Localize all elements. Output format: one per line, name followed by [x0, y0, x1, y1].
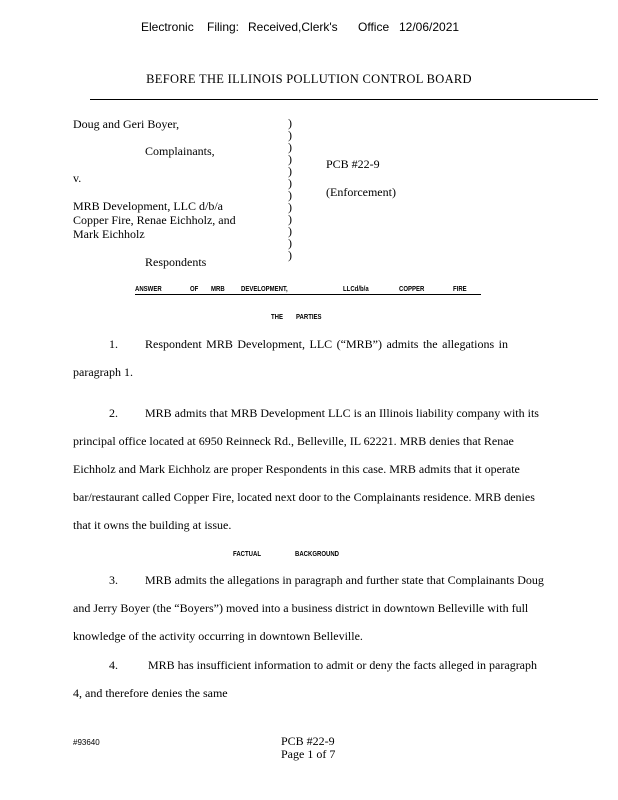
caption-defendant-line3: Mark Eichholz [73, 227, 145, 241]
paragraph-1-number: 1. [109, 337, 118, 351]
paragraph-4-line1: MRB has insufficient information to admit or deny the facts alleged in paragraph [148, 658, 538, 672]
caption-defendant-line2: Copper Fire, Renae Eichholz, and [73, 213, 236, 227]
factual-heading-w1: FACTUAL [233, 549, 261, 558]
header-rule [90, 99, 598, 100]
factual-heading-w2: BACKGROUND [295, 549, 339, 558]
caption-plaintiffs: Doug and Geri Boyer, [73, 117, 180, 131]
paragraph-2-line2: principal office located at 6950 Reinneck Rd., Belleville, IL 62221. MRB denies that Renae [73, 434, 514, 448]
caption-case-number: PCB #22-9 [326, 157, 380, 171]
paragraph-2-line1: MRB admits that MRB Development LLC is an Illinois liability company with its [145, 406, 539, 420]
caption-versus: v. [73, 171, 82, 185]
stamp-received: Received,Clerk's [248, 20, 338, 34]
caption-complainants: Complainants, [145, 144, 215, 158]
caption-defendant-line1: MRB Development, LLC d/b/a [73, 199, 223, 213]
paragraph-3-line2: and Jerry Boyer (the “Boyers”) moved into a business district in downtown Belleville with full [73, 601, 529, 615]
paragraph-2-number: 2. [109, 406, 118, 420]
footer-doc-id: #93640 [73, 738, 100, 747]
answer-heading-w2: OF [190, 284, 199, 293]
parties-heading-w2: PARTIES [296, 312, 322, 321]
answer-heading-w7: FIRE [453, 284, 467, 293]
caption-respondents: Respondents [145, 255, 207, 269]
caption-case-type: (Enforcement) [326, 185, 396, 199]
answer-heading-w5: LLCd/b/a [343, 284, 369, 293]
court-header: BEFORE THE ILLINOIS POLLUTION CONTROL BOARD [146, 72, 472, 86]
stamp-electronic: Electronic [141, 20, 194, 34]
paragraph-2-line3: Eichholz and Mark Eichholz are proper Respondents in this case. MRB admits that it operate [73, 462, 520, 476]
paragraph-3-line3: knowledge of the activity occurring in downtown Belleville. [73, 629, 363, 643]
stamp-date: 12/06/2021 [399, 20, 460, 34]
answer-heading-w3: MRB [211, 284, 225, 293]
paragraph-3-number: 3. [109, 573, 118, 587]
paragraph-3-line1: MRB admits the allegations in paragraph and further state that Complainants Doug [145, 573, 544, 587]
caption-parentheses: ) ) ) ) ) ) ) ) ) ) ) ) [288, 116, 292, 262]
answer-heading-underline [135, 294, 481, 295]
footer-page-number: Page 1 of 7 [281, 747, 336, 761]
answer-heading-w6: COPPER [399, 284, 425, 293]
paragraph-1-line2: paragraph 1. [73, 365, 133, 379]
answer-heading-w1: ANSWER [135, 284, 162, 293]
paragraph-2-line4: bar/restaurant called Copper Fire, located next door to the Complainants residence. MRB denies [73, 490, 535, 504]
answer-heading-w4: DEVELOPMENT, [241, 284, 288, 293]
paragraph-4-number: 4. [109, 658, 118, 672]
stamp-office: Office [358, 20, 390, 34]
paragraph-4-line2: 4, and therefore denies the same [73, 686, 228, 700]
paragraph-1-line1: Respondent MRB Development, LLC (“MRB”) admits the allegations in [145, 337, 508, 351]
paragraph-2-line5: that it owns the building at issue. [73, 518, 232, 532]
footer-case: PCB #22-9 [281, 734, 335, 748]
stamp-filing: Filing: [207, 20, 240, 34]
parties-heading-w1: THE [271, 312, 283, 321]
